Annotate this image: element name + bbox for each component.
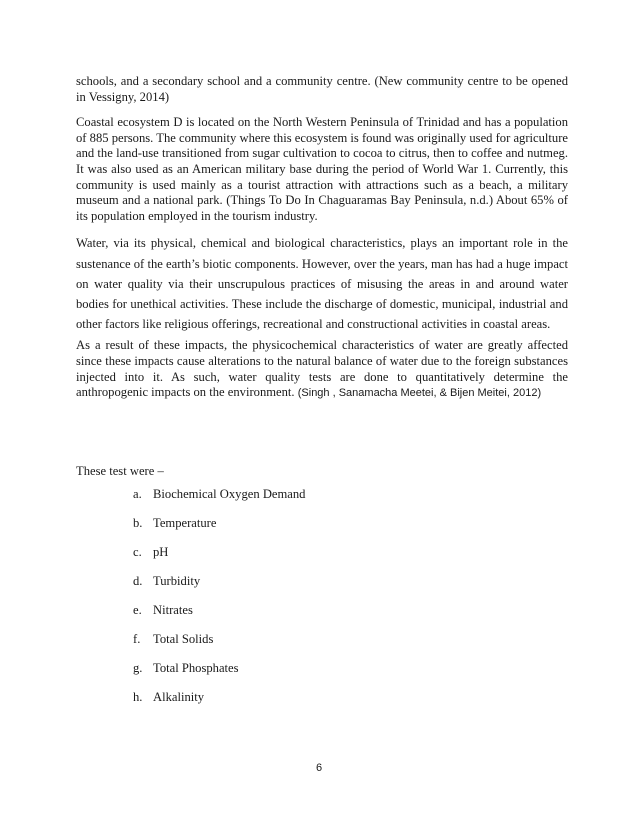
test-name: Alkalinity bbox=[153, 690, 205, 704]
page-number: 6 bbox=[315, 762, 323, 774]
test-name: Biochemical Oxygen Demand bbox=[153, 487, 306, 501]
test-name: Turbidity bbox=[153, 574, 201, 588]
list-marker: g. bbox=[133, 661, 143, 675]
list-item bbox=[133, 573, 305, 602]
test-name: Temperature bbox=[153, 516, 217, 530]
list-marker: f. bbox=[133, 632, 141, 646]
paragraph-text: As a result of these impacts, the physicochemical characteristics of water are greatly affected since these impacts cause alterations to the natural balance of water due to the foreign substances injected into it. As such, water quality tests are done to quantitatively determine the anthropogenic impacts on the environment. bbox=[76, 338, 568, 400]
paragraph-impacts bbox=[76, 338, 568, 401]
document-body bbox=[76, 74, 568, 402]
list-item bbox=[133, 602, 305, 631]
list-marker: a. bbox=[133, 487, 142, 501]
paragraph-schools bbox=[76, 74, 568, 105]
list-item bbox=[133, 486, 305, 515]
list-marker: c. bbox=[133, 545, 142, 559]
list-marker: h. bbox=[133, 690, 143, 704]
paragraph-text: Coastal ecosystem D is located on the North Western Peninsula of Trinidad and has a population of 885 persons. The community where this ecosystem is found was originally used for agriculture and the land-use transitioned from sugar cultivation to cocoa to citrus, then to coffee and nutmeg. It was also used as an American military base during the period of World War 1. Currently, this community is used mainly as a tourist attraction with attractions such as a beach, a military museum and a national park. (Things To Do In Chaguaramas Bay Peninsula, n.d.) About 65% of its population employed in the tourism industry. bbox=[76, 115, 568, 223]
citation: (Singh , Sanamacha Meetei, & Bijen Meitei, 2012) bbox=[297, 387, 542, 400]
list-item bbox=[133, 631, 305, 660]
tests-list bbox=[133, 486, 305, 718]
tests-intro: These test were – bbox=[76, 464, 164, 478]
test-name: Nitrates bbox=[153, 603, 193, 617]
list-item bbox=[133, 660, 305, 689]
list-item bbox=[133, 515, 305, 544]
test-name: Total Solids bbox=[153, 632, 214, 646]
list-marker: d. bbox=[133, 574, 143, 588]
paragraph-text: Water, via its physical, chemical and biological characteristics, plays an important role in the sustenance of the earth’s biotic components. However, over the years, man has had a huge impact on water quality via their unscrupulous practices of misusing the areas in and around water bodies for unethical activities. These include the discharge of domestic, municipal, industrial and other factors like religious offerings, recreational and constructional activities in coastal areas. bbox=[76, 236, 568, 332]
list-item bbox=[133, 689, 305, 718]
test-name: pH bbox=[153, 545, 169, 559]
list-item bbox=[133, 544, 305, 573]
paragraph-coastal-ecosystem-d bbox=[76, 115, 568, 224]
test-name: Total Phosphates bbox=[153, 661, 239, 675]
paragraph-text: schools, and a secondary school and a community centre. (New community centre to be opened in Vessigny, 2014) bbox=[76, 74, 568, 104]
paragraph-water-characteristics bbox=[76, 233, 568, 334]
list-marker: b. bbox=[133, 516, 143, 530]
list-marker: e. bbox=[133, 603, 142, 617]
